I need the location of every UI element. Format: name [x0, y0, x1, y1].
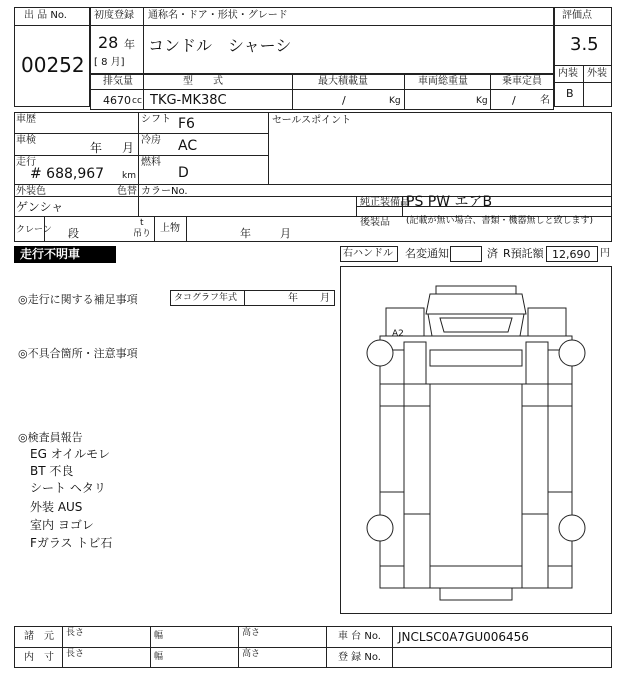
type-label: 型 式: [183, 76, 223, 87]
name-change-box: [450, 246, 482, 262]
supplement-label: ◎走行に関する補足事項: [18, 293, 138, 306]
gross-weight-label: 車両総重量: [418, 76, 468, 87]
damage-mark: A2: [392, 329, 404, 339]
aftermarket-label: 後装品: [360, 217, 390, 228]
interior-label: 内装: [558, 68, 578, 79]
recycle-label: 済: [487, 247, 498, 260]
divider: [186, 216, 187, 242]
score-value: 3.5: [570, 34, 599, 55]
divider: [326, 626, 327, 668]
color-change-label: 色替: [117, 186, 137, 197]
divider: [14, 133, 268, 134]
first-reg-label: 初度登録: [94, 10, 134, 21]
aircon-value: AC: [178, 138, 198, 154]
interior-grade: B: [566, 87, 574, 100]
divider: [292, 74, 293, 110]
fuel-value: D: [178, 165, 189, 181]
recycle-unit: 円: [600, 248, 610, 259]
divider: [14, 184, 612, 185]
divider: [14, 196, 612, 197]
length-label: 長さ: [66, 649, 85, 659]
divider: [238, 626, 239, 668]
defects-label: ◎不具合箇所・注意事項: [18, 347, 138, 360]
year-unit: 年: [124, 38, 135, 51]
report-line: 室内 ヨゴレ: [30, 518, 94, 532]
lot-no-label: 出 品 No.: [24, 10, 67, 21]
divider: [14, 155, 268, 156]
capacity-value: /: [512, 94, 516, 107]
inspection-month-unit: 月: [122, 141, 135, 155]
reg-month: [ 8 月]: [94, 57, 125, 68]
rhd-label: 右ハンドル: [343, 248, 393, 259]
exterior-label: 外装: [587, 68, 607, 79]
truck-chassis-diagram: [340, 266, 612, 614]
displacement-label: 排気量: [103, 76, 133, 87]
crane-ton: t: [140, 218, 144, 228]
lot-number: 00252: [21, 53, 85, 77]
divider: [244, 290, 245, 306]
mileage-value: # 688,967: [30, 166, 105, 182]
displacement-unit: cc: [132, 96, 142, 106]
divider: [583, 65, 584, 107]
capacity-unit: 名: [540, 95, 550, 106]
body-year-unit: 年: [240, 227, 251, 240]
recycle-fee-value: 12,690: [552, 248, 591, 261]
name-change-label: 名変通知: [405, 247, 449, 260]
mileage-label: 走行: [16, 157, 36, 168]
aircon-label: 冷房: [141, 135, 161, 146]
interior-dims-label: 内 寸: [24, 652, 54, 663]
crane-hoist: 吊り: [133, 229, 152, 239]
divider: [14, 647, 612, 648]
crane-stage: 段: [68, 227, 79, 240]
length-label: 長さ: [66, 628, 85, 638]
chassis-no-value: JNCLSC0A7GU006456: [398, 630, 529, 644]
divider: [143, 74, 144, 110]
tacho-month-unit: 月: [320, 293, 330, 304]
equipment-value: PS PW エアB: [406, 194, 493, 210]
displacement-value: 4670: [103, 94, 131, 107]
inspector-label: ◎検査員報告: [18, 431, 83, 444]
unknown-mileage-badge: 走行不明車: [14, 246, 116, 263]
report-line: BT 不良: [30, 464, 74, 478]
color-code-label: カラーNo.: [141, 186, 188, 197]
chassis-no-label: 車 台 No.: [338, 631, 381, 642]
divider: [154, 216, 155, 242]
mileage-unit: km: [122, 171, 136, 181]
equipment-label: 純正装備品: [360, 197, 410, 208]
kg-unit: Kg: [476, 96, 488, 106]
max-load-value: /: [342, 94, 346, 107]
capacity-label: 乗車定員: [502, 76, 542, 87]
divider: [143, 7, 144, 74]
divider: [14, 25, 90, 26]
history-label: 車歴: [16, 114, 36, 125]
width-label: 幅: [154, 652, 164, 662]
exterior-color-value: ゲンシャ: [16, 200, 64, 214]
recycle-fee-label: R預託額: [503, 247, 544, 260]
body-label: 上物: [160, 223, 180, 234]
tachograph-label: タコグラフ年式: [174, 293, 238, 303]
divider: [90, 25, 554, 26]
specs-label: 諸 元: [24, 631, 54, 642]
fuel-label: 燃料: [141, 157, 161, 168]
shift-label: シフト: [141, 114, 171, 125]
inspection-year-unit: 年: [90, 141, 103, 155]
exterior-color-label: 外装色: [16, 186, 46, 197]
report-line: Fガラス トビ石: [30, 536, 113, 550]
divider: [392, 626, 393, 668]
divider: [268, 112, 269, 184]
divider: [62, 626, 63, 668]
report-line: EG オイルモレ: [30, 447, 111, 461]
width-label: 幅: [154, 631, 164, 641]
divider: [404, 74, 405, 110]
crane-label: クレーン: [16, 225, 52, 235]
model-code: TKG-MK38C: [150, 93, 227, 108]
aftermarket-note: (記載が無い場合、書類・機器無しと致します): [406, 216, 594, 226]
tacho-year-unit: 年: [288, 293, 298, 304]
model-name: コンドル シャーシ: [148, 36, 292, 55]
inspection-label: 車検: [16, 135, 36, 146]
body-month-unit: 月: [280, 227, 291, 240]
reg-year: 28: [98, 33, 119, 52]
model-header-label: 通称名・ドア・形状・グレード: [148, 10, 288, 21]
divider: [150, 626, 151, 668]
reg-no-label: 登 録 No.: [338, 652, 381, 663]
divider: [554, 25, 612, 26]
height-label: 高さ: [242, 649, 261, 659]
kg-unit: Kg: [389, 96, 401, 106]
divider: [138, 184, 139, 216]
shift-value: F6: [178, 116, 195, 132]
height-label: 高さ: [242, 628, 261, 638]
score-label: 評価点: [562, 10, 592, 21]
report-line: 外装 AUS: [30, 500, 83, 514]
selling-points-label: セールスポイント: [272, 115, 352, 126]
divider: [90, 89, 554, 90]
divider: [490, 74, 491, 110]
report-line: シート ヘタリ: [30, 481, 106, 495]
max-load-label: 最大積載量: [318, 76, 368, 87]
